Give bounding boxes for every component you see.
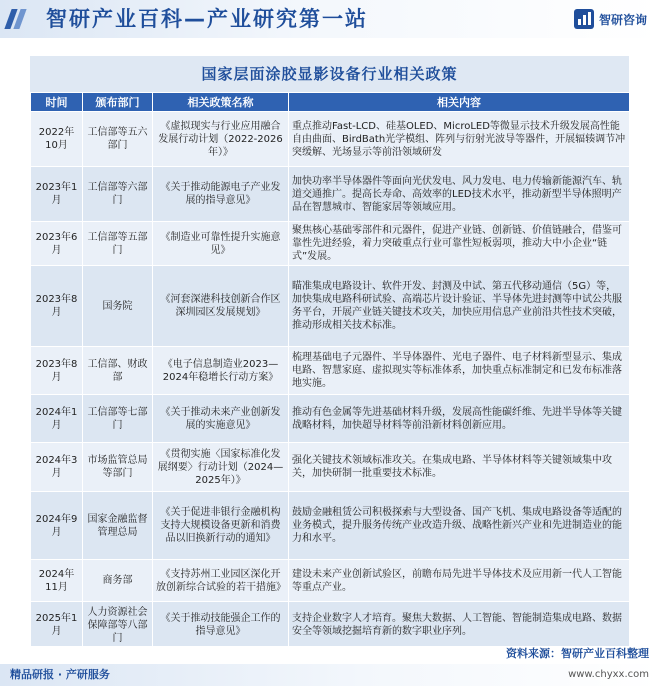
table-row: [31, 167, 630, 222]
cell-content: 瞄准集成电路设计、软件开发、封测及中试、第五代移动通信（5G）等，加快集成电路科研试验、高端芯片设计验证、半导体先进封测等中试公共服务平台，开展产业链关键技术攻关，加快应用信息产业前沿共性技术突破，推动形成相关技术标准。: [289, 266, 630, 347]
brand: [573, 8, 647, 30]
column-header-name: 相关政策名称: [153, 93, 289, 112]
column-header-time: 时间: [31, 93, 83, 112]
table-header-row: [31, 93, 630, 112]
cell-policy-name: 《支持苏州工业园区深化开放创新综合试验的若干措施》: [153, 560, 289, 602]
table-row: [31, 222, 630, 266]
footer-bar: [0, 664, 659, 686]
header-logo-icon: [8, 7, 38, 31]
cell-time: 2024年1月: [31, 395, 83, 443]
cell-content: 梳理基础电子元器件、半导体器件、光电子器件、电子材料新型显示、集成电路、智慧家庭、虚拟现实等标准体系，加快重点标准制定和已发布标准落地实施。: [289, 347, 630, 395]
cell-content: 强化关键技术领域标准攻关。在集成电路、半导体材料等关键领域集中攻关，加快研制一批重要技术标准。: [289, 443, 630, 492]
cell-policy-name: 《关于推动能源电子产业发展的指导意见》: [153, 167, 289, 222]
cell-time: 2022年10月: [31, 112, 83, 167]
table-row: [31, 492, 630, 560]
brand-logo-icon: [573, 8, 595, 30]
footer-url[interactable]: www.chyxx.com: [568, 669, 649, 680]
header-title: 智研产业百科—产业研究第一站: [46, 7, 368, 31]
table-row: [31, 602, 630, 649]
brand-name: 智研咨询: [598, 12, 647, 27]
cell-dept: 人力资源社会保障部等八部门: [83, 602, 153, 649]
cell-dept: 工信部等七部门: [83, 395, 153, 443]
cell-policy-name: 《关于推动技能强企工作的指导意见》: [153, 602, 289, 649]
cell-dept: 国务院: [83, 266, 153, 347]
cell-dept: 工信部等五六部门: [83, 112, 153, 167]
table-row: [31, 395, 630, 443]
cell-time: 2023年8月: [31, 347, 83, 395]
cell-time: 2023年1月: [31, 167, 83, 222]
cell-policy-name: 《关于推动未来产业创新发展的实施意见》: [153, 395, 289, 443]
cell-dept: 商务部: [83, 560, 153, 602]
cell-content: 建设未来产业创新试验区，前瞻布局先进半导体技术及应用新一代人工智能等重点产业。: [289, 560, 630, 602]
table-row: [31, 347, 630, 395]
table-row: [31, 560, 630, 602]
cell-content: 鼓励金融租赁公司积极探索与大型设备、国产飞机、集成电路设备等适配的业务模式，提升服务传统产业改造升级、战略性新兴产业和先进制造业的能力和水平。: [289, 492, 630, 560]
page-footer: [0, 646, 659, 686]
cell-dept: 工信部、财政部: [83, 347, 153, 395]
footer-slogan: 精品研报 · 产研服务: [10, 668, 110, 681]
cell-policy-name: 《制造业可靠性提升实施意见》: [153, 222, 289, 266]
cell-content: 推动有色金属等先进基础材料升级，发展高性能碳纤维、先进半导体等关键战略材料，加快超导材料等前沿新材料创新应用。: [289, 395, 630, 443]
policy-panel: [30, 56, 629, 644]
cell-content: 支持企业数字人才培育。聚焦大数据、人工智能、智能制造集成电路、数据安全等领域挖掘培育新的数字职业序列。: [289, 602, 630, 649]
page-header: [0, 0, 659, 38]
cell-content: 重点推动Fast-LCD、硅基OLED、MicroLED等微显示技术升级发展高性能自由曲面、BirdBath光学模组、阵列与衍射光波导等器件，开展辐辏调节冲突缓解、光场显示等前沿领域研发: [289, 112, 630, 167]
cell-time: 2024年3月: [31, 443, 83, 492]
policy-table: [30, 92, 630, 649]
table-title: 国家层面涂胶显影设备行业相关政策: [201, 65, 458, 83]
cell-dept: 工信部等六部门: [83, 167, 153, 222]
cell-time: 2024年11月: [31, 560, 83, 602]
table-row: [31, 443, 630, 492]
cell-policy-name: 《河套深港科技创新合作区深圳园区发展规划》: [153, 266, 289, 347]
cell-content: 聚焦核心基础零部件和元器件，促进产业链、创新链、价值链融合，借鉴可靠性先进经验，着力突破重点行业可靠性短板弱项，推动大中小企业“链式”发展。: [289, 222, 630, 266]
cell-content: 加快功率半导体器件等面向光伏发电、风力发电、电力传输新能源汽车、轨道交通推广。提高长寿命、高效率的LED技术水平，推动新型半导体照明产品在智慧城市、智能家居等领域应用。: [289, 167, 630, 222]
column-header-content: 相关内容: [289, 93, 630, 112]
cell-time: 2025年1月: [31, 602, 83, 649]
cell-dept: 国家金融监督管理总局: [83, 492, 153, 560]
table-row: [31, 266, 630, 347]
cell-policy-name: 《贯彻实施〈国家标准化发展纲要〉行动计划（2024—2025年）》: [153, 443, 289, 492]
cell-policy-name: 《电子信息制造业2023—2024年稳增长行动方案》: [153, 347, 289, 395]
cell-time: 2023年8月: [31, 266, 83, 347]
cell-policy-name: 《关于促进非银行金融机构支持大规模设备更新和消费品以旧换新行动的通知》: [153, 492, 289, 560]
cell-time: 2023年6月: [31, 222, 83, 266]
source-note: 资料来源：智研产业百科整理: [506, 647, 649, 660]
cell-dept: 工信部等五部门: [83, 222, 153, 266]
table-row: [31, 112, 630, 167]
cell-time: 2024年9月: [31, 492, 83, 560]
cell-policy-name: 《虚拟现实与行业应用融合发展行动计划（2022-2026年）》: [153, 112, 289, 167]
cell-dept: 市场监管总局等部门: [83, 443, 153, 492]
column-header-dept: 颁布部门: [83, 93, 153, 112]
